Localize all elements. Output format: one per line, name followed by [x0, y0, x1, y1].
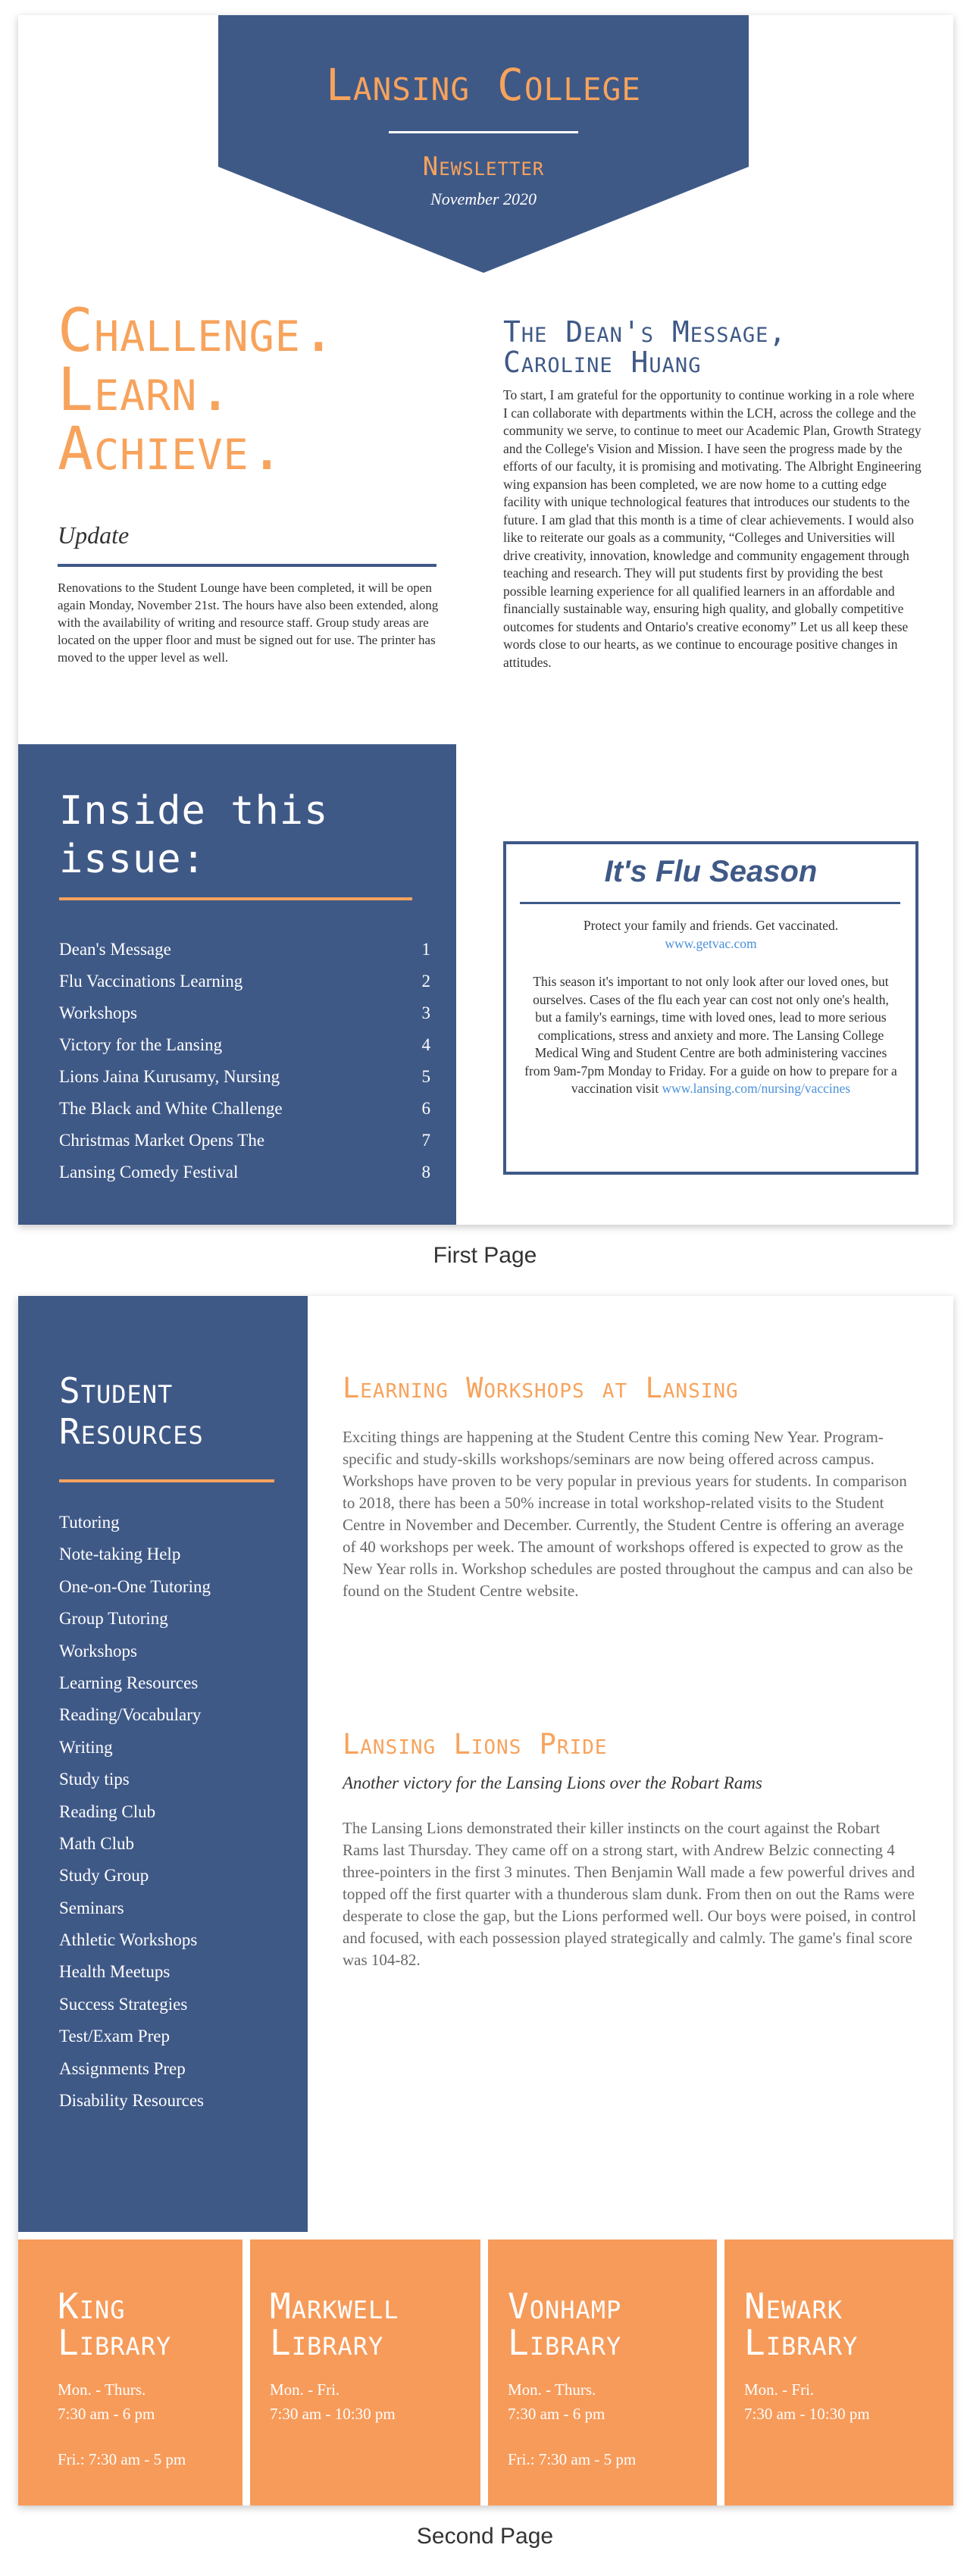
page-2-caption: Second Page — [416, 2524, 554, 2549]
banner-divider — [389, 131, 578, 133]
toc-item-label: Christmas Market Opens The — [59, 1131, 265, 1150]
tagline-line: Challenge. — [58, 297, 337, 365]
resource-item[interactable]: Reading/Vocabulary — [59, 1705, 202, 1725]
dean-title-line: Caroline Huang — [503, 346, 702, 379]
flu-season-box — [503, 841, 918, 1175]
flu-intro — [524, 917, 897, 953]
resource-item[interactable]: Study tips — [59, 1770, 130, 1789]
library-extra-hours: Fri.: 7:30 am - 5 pm — [58, 2450, 186, 2468]
library-time: 7:30 am - 10:30 pm — [744, 2405, 870, 2423]
library-name — [270, 2288, 399, 2361]
toc-list — [59, 940, 430, 1194]
update-heading: Update — [58, 521, 130, 549]
toc-item[interactable] — [59, 1035, 430, 1067]
newsletter-page-2 — [18, 1296, 953, 2506]
toc-item-label: Lions Jaina Kurusamy, Nursing — [59, 1067, 280, 1086]
resource-item[interactable]: Athletic Workshops — [59, 1930, 198, 1950]
resource-item[interactable]: Workshops — [59, 1641, 137, 1660]
toc-item[interactable] — [59, 1003, 430, 1035]
workshops-body: Exciting things are happening at the Student Centre this coming New Year. Program-specific and study-skills workshops/seminars are now being offered across campus. Workshops have proven to be very popular in previous years for students. In comparison to 2018, there has been a 50% increase in total workshop-related visits to the Student Centre in November and December. Currently, the Student Centre is offering an average of 40 workshops per week. The amount of workshops offered is expected to grow as the New Year rolls in. Workshop schedules are posted throughout the campus and can also be found on the Student Centre website. — [343, 1428, 913, 1600]
library-name-line: Vonhamp — [508, 2286, 622, 2327]
lions-body: The Lansing Lions demonstrated their killer instincts on the court against the Robart Rams last Thursday. They came off on a strong start, with Andrew Belzic connecting 4 three-pointers in the first 3 minutes. Then Benjamin Wall made a few powerful drives and topped off the first quarter with a thunderous slam dunk. From then on out the Rams were desperate to close the gap, but the Lions performed well. Our boys were poised, in control and focused, with each possession played strategically and calmly. The game's final score was 104-82. — [343, 1819, 916, 1969]
library-days: Mon. - Fri. — [270, 2380, 340, 2399]
resource-item[interactable]: Health Meetups — [59, 1962, 171, 1982]
library-time: 7:30 am - 6 pm — [58, 2405, 155, 2423]
workshops-title: Learning Workshops at Lansing — [343, 1372, 739, 1404]
college-name: Lansing College — [326, 59, 641, 111]
newsletter-label: Newsletter — [422, 152, 545, 182]
library-name-line: Newark — [744, 2286, 843, 2327]
toc-item-page: 3 — [421, 1003, 430, 1022]
page-1-caption: First Page — [433, 1243, 537, 1268]
toc-item[interactable] — [59, 1067, 430, 1099]
resources-title — [59, 1370, 204, 1452]
library-name-line: Markwell — [270, 2286, 399, 2327]
toc-item-page: 1 — [421, 940, 430, 959]
resource-item[interactable]: Seminars — [59, 1898, 124, 1917]
dean-message-body: To start, I am grateful for the opportunity to continue working in a role where I can collaborate with departments within the LCH, across the college and the community we serve, to continue to meet our Academic Plan, Growth Strategy and the College's Vision and Mission. I have seen the progress made by the efforts of our faculty, it is promising and motivating. The Albright Engineering wing expansion has been completed, we are now home to a cutting edge facility with unique technological features that introduces our students to the future. I am glad that this month is a time of clear achievements. I would also like to reiterate our goals as a community, “Colleges and Universities will drive creativity, innovation, knowledge and community engagement through teaching and research. They will put students first by providing the best possible learning experience for all qualified learners in an affordable and financially sustainable way, ensuring high quality, and globally competitive outcomes for students and Ontario's creative economy” Let us all keep these words close to our hearts, as we continue to encourage positive changes in attitudes. — [503, 387, 922, 670]
resource-item[interactable]: Disability Resources — [59, 2091, 204, 2111]
toc-item-label: Lansing Comedy Festival — [59, 1163, 239, 1182]
library-name — [58, 2288, 171, 2361]
flu-divider — [520, 902, 900, 904]
resource-item[interactable]: Math Club — [59, 1833, 135, 1853]
tagline-line: Learn. — [58, 356, 234, 424]
getvac-link[interactable]: www.getvac.com — [665, 935, 757, 951]
toc-item-page: 2 — [421, 972, 430, 991]
library-time: 7:30 am - 10:30 pm — [270, 2405, 396, 2423]
resource-item[interactable]: Test/Exam Prep — [59, 2027, 170, 2046]
tagline-line: Achieve. — [58, 415, 286, 484]
toc-item[interactable] — [59, 940, 430, 972]
library-name-line: Library — [744, 2322, 859, 2363]
toc-item[interactable] — [59, 1163, 430, 1194]
library-name-line: Library — [58, 2322, 172, 2363]
toc-item-label: Flu Vaccinations Learning — [59, 972, 243, 991]
library-name-line: Library — [508, 2322, 622, 2363]
update-body: Renovations to the Student Lounge have been completed, it will be open again Monday, November 21st. The hours have also been extended, along with the availability of writing and resource staff. Group study areas are located on the upper floor and must be signed out for use. The printer has moved to the upper level as well. — [58, 581, 439, 665]
toc-item[interactable] — [59, 1099, 430, 1131]
toc-item-label: Dean's Message — [59, 940, 171, 959]
toc-item[interactable] — [59, 972, 430, 1003]
resources-title-line: Resources — [59, 1411, 204, 1452]
resource-item[interactable]: One-on-One Tutoring — [59, 1576, 211, 1596]
library-days: Mon. - Thurs. — [508, 2380, 596, 2399]
update-divider — [58, 564, 436, 567]
resource-item[interactable]: Tutoring — [59, 1513, 120, 1532]
library-card-markwell — [250, 2240, 480, 2506]
toc-item-page: 4 — [421, 1035, 430, 1054]
resource-item[interactable]: Group Tutoring — [59, 1609, 168, 1629]
flu-body — [524, 973, 897, 1098]
library-hours — [270, 2377, 396, 2426]
library-name — [508, 2288, 621, 2361]
library-days: Mon. - Thurs. — [58, 2380, 146, 2399]
library-days: Mon. - Fri. — [744, 2380, 815, 2399]
dean-title-line: The Dean's Message, — [503, 315, 787, 349]
resources-title-line: Student — [59, 1370, 174, 1411]
dean-message-title — [503, 317, 787, 377]
flu-body-text: This season it's important to not only look after our loved ones, but ourselves. Cases of the flu each year can cost not only one's health, but a family's earnings, time with loved ones, lead to more serious complications, stress and anxiety and more. The Lansing College Medical Wing and Student Centre are both administering vaccines from 9am-7pm Monday to Friday. For a guide on how to prepare for a vaccination visit — [524, 974, 897, 1096]
resource-item[interactable]: Note-taking Help — [59, 1545, 181, 1564]
toc-title: Inside this issue: — [59, 788, 329, 882]
toc-item[interactable] — [59, 1131, 430, 1163]
library-name — [744, 2288, 858, 2361]
resources-divider — [59, 1479, 274, 1482]
resource-item[interactable]: Success Strategies — [59, 1994, 188, 2014]
resource-item[interactable]: Study Group — [59, 1866, 149, 1886]
library-card-king — [18, 2240, 242, 2506]
toc-item-page: 6 — [421, 1099, 430, 1118]
library-hours — [508, 2377, 636, 2471]
toc-item-label: Victory for the Lansing — [59, 1035, 223, 1054]
lions-title: Lansing Lions Pride — [343, 1728, 608, 1761]
library-hours — [744, 2377, 870, 2426]
header-banner — [218, 15, 749, 273]
resource-item[interactable]: Reading Club — [59, 1801, 156, 1821]
resources-list — [59, 1513, 211, 2123]
toc-item-label: Workshops — [59, 1003, 137, 1022]
lions-subtitle: Another victory for the Lansing Lions over the Robart Rams — [343, 1773, 762, 1792]
resource-item[interactable]: Writing — [59, 1737, 113, 1757]
flu-title: It's Flu Season — [604, 855, 818, 888]
library-name-line: Library — [270, 2322, 384, 2363]
toc-item-page: 5 — [421, 1067, 430, 1086]
table-of-contents — [18, 744, 456, 1225]
student-resources-panel — [18, 1296, 308, 2232]
library-time: 7:30 am - 6 pm — [508, 2405, 605, 2423]
tagline — [58, 297, 337, 484]
toc-item-page: 7 — [421, 1131, 430, 1150]
banner-shape — [218, 15, 749, 273]
flu-intro-text: Protect your family and friends. Get vaccinated. — [583, 918, 839, 933]
library-extra-hours: Fri.: 7:30 am - 5 pm — [508, 2450, 637, 2468]
library-card-newark — [724, 2240, 953, 2506]
vaccine-guide-link[interactable]: www.lansing.com/nursing/vaccines — [662, 1081, 851, 1096]
toc-divider — [59, 897, 412, 900]
resource-item[interactable]: Assignments Prep — [59, 2058, 186, 2078]
toc-item-label: The Black and White Challenge — [59, 1099, 283, 1118]
library-card-vonhamp — [488, 2240, 717, 2506]
issue-date: November 2020 — [430, 189, 537, 208]
newsletter-page-1 — [18, 15, 953, 1225]
toc-item-page: 8 — [421, 1163, 430, 1182]
library-name-line: King — [58, 2286, 126, 2327]
resource-item[interactable]: Learning Resources — [59, 1673, 199, 1692]
library-hours — [58, 2377, 186, 2471]
